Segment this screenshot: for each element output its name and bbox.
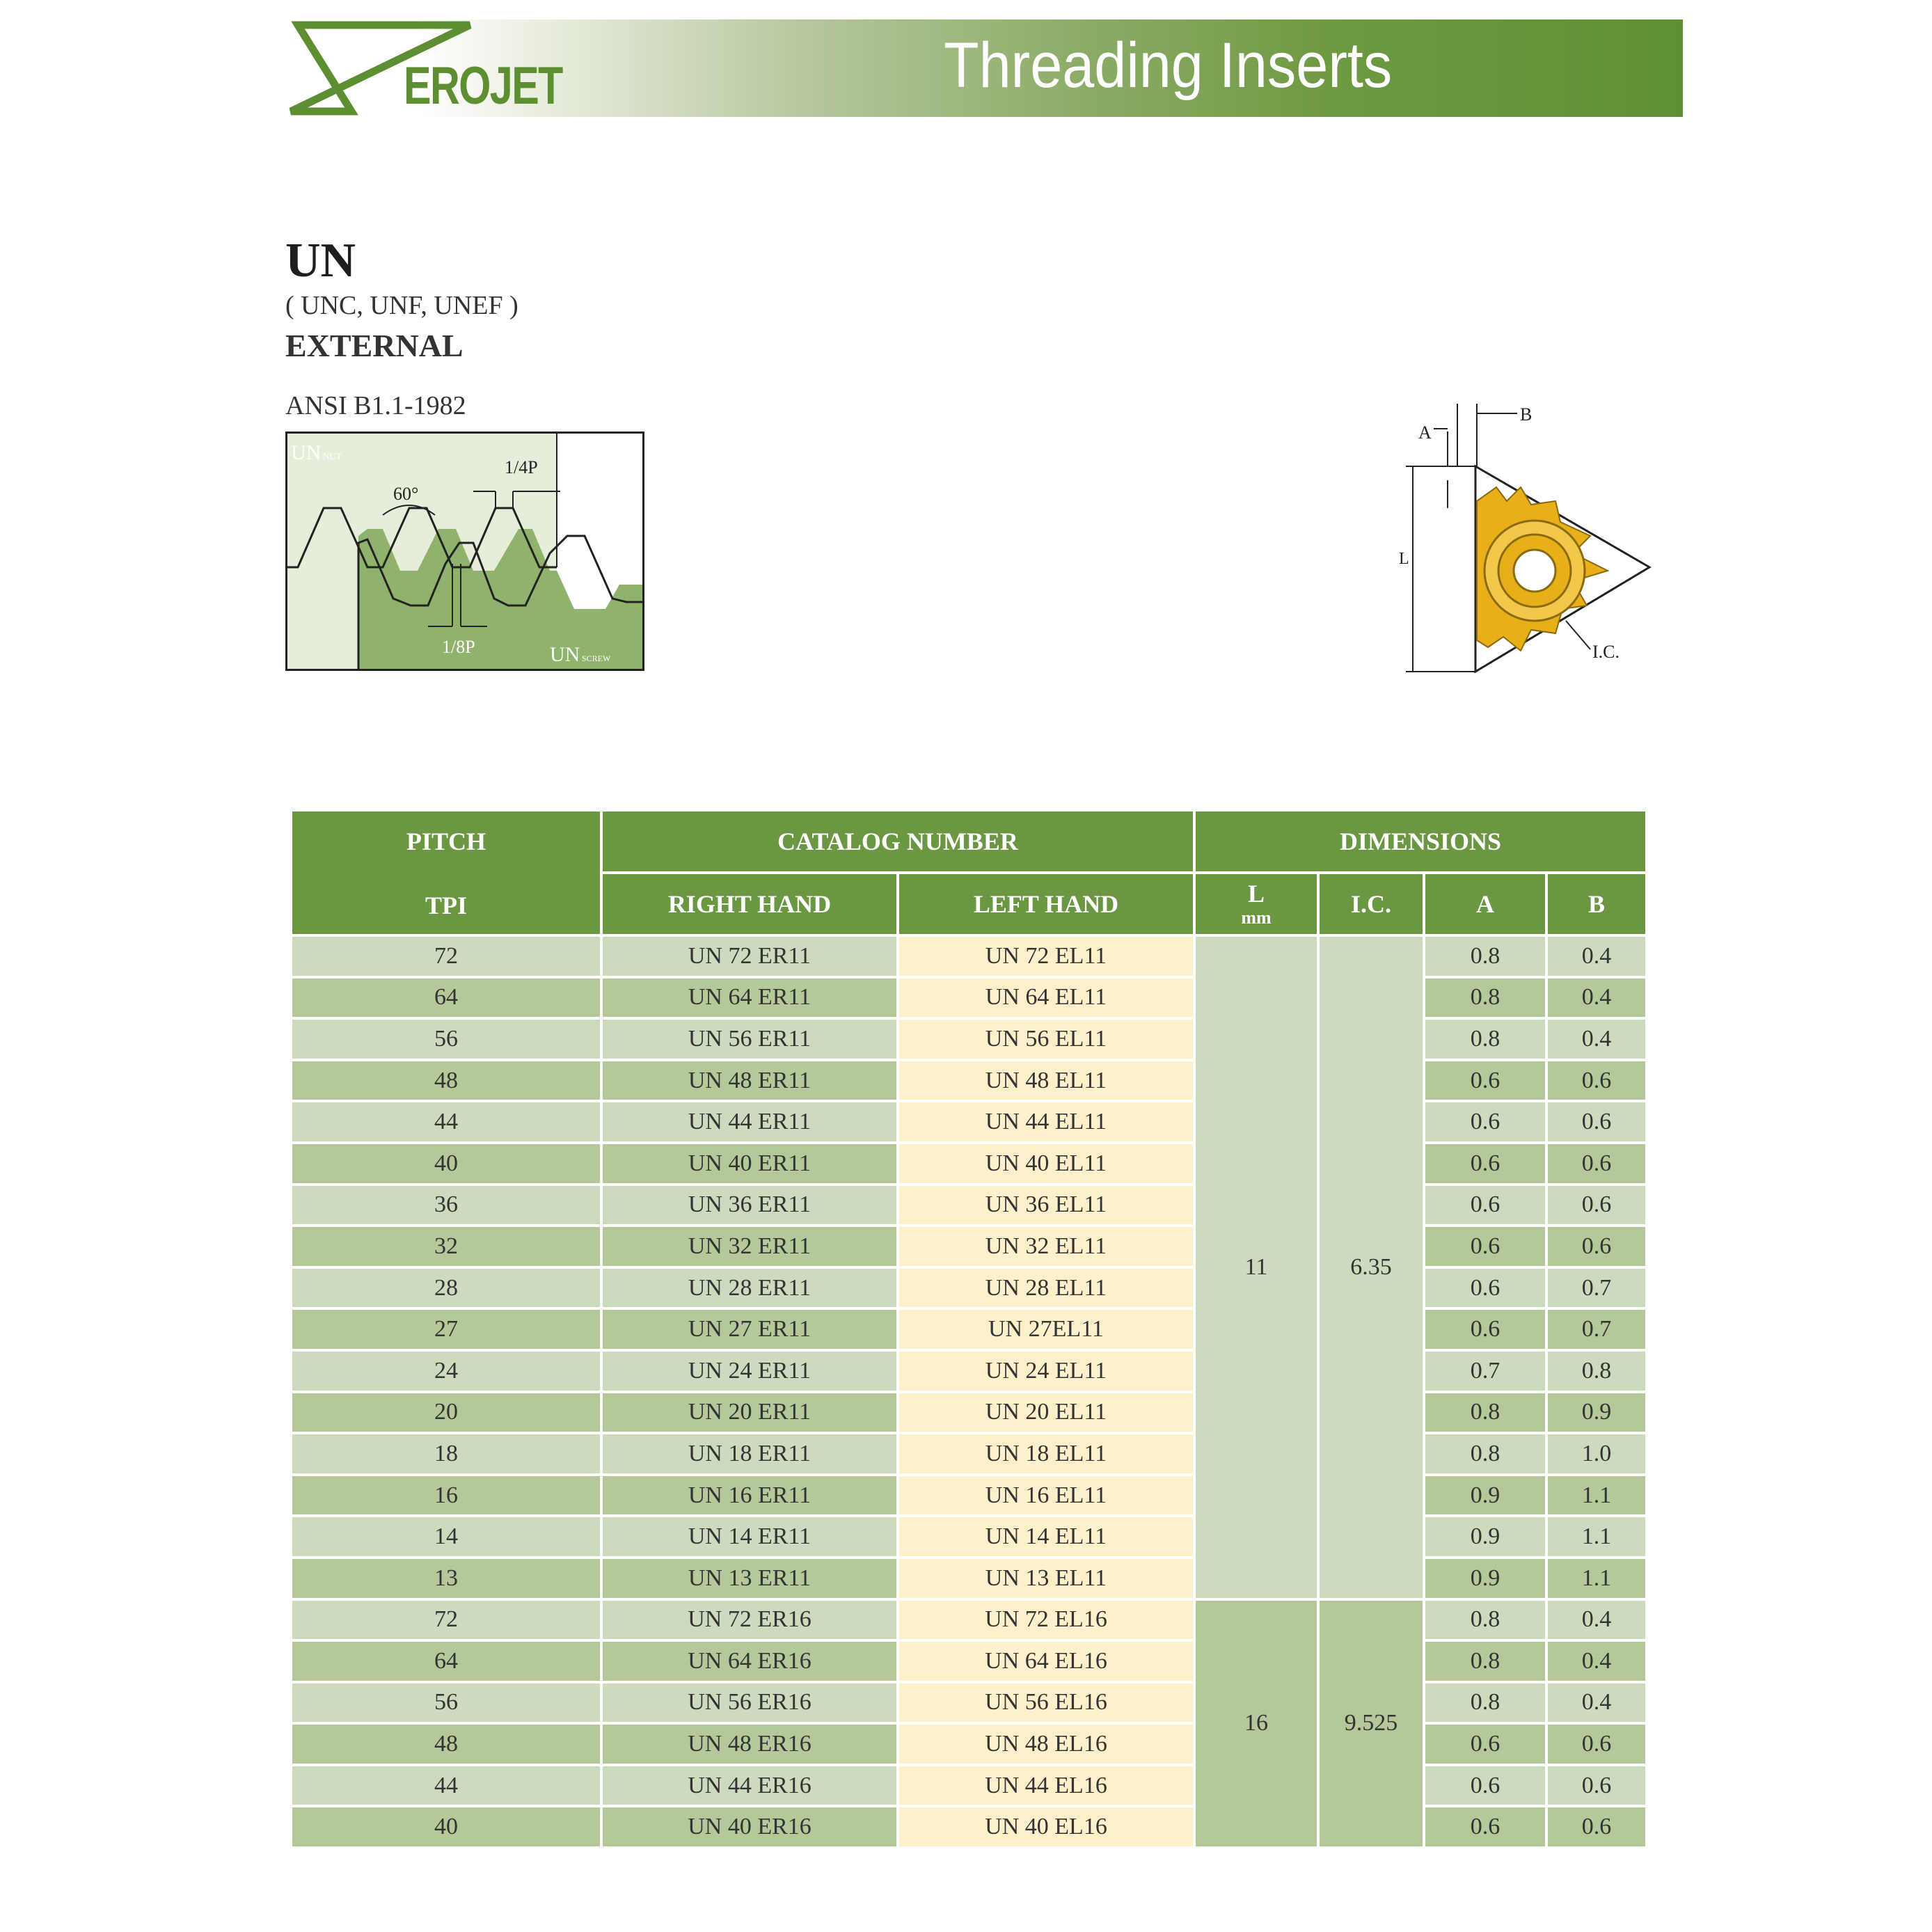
tpi-cell: 16: [291, 1475, 601, 1517]
insert-spec-table: [290, 809, 1648, 1849]
tpi-cell: 64: [291, 1640, 601, 1682]
a-value-cell: 0.6: [1424, 1226, 1546, 1267]
b-value-cell: 1.1: [1546, 1558, 1647, 1599]
table-row: [291, 1101, 1647, 1143]
table-row: [291, 1433, 1647, 1475]
l-header: [1194, 873, 1318, 935]
left-hand-cell: UN 64 EL11: [898, 977, 1194, 1019]
tpi-cell: 18: [291, 1433, 601, 1475]
left-hand-cell: UN 36 EL11: [898, 1185, 1194, 1226]
right-hand-cell: UN 72 ER16: [601, 1599, 898, 1641]
spec-reference: ANSI B1.1-1982: [285, 391, 466, 420]
dim-b-label: B: [1520, 404, 1533, 425]
logo-text: EROJET: [404, 56, 562, 116]
tpi-cell: 56: [291, 1682, 601, 1724]
right-hand-cell: UN 28 ER11: [601, 1267, 898, 1309]
l-header-label: L: [1247, 880, 1265, 908]
b-value-cell: 0.4: [1546, 1599, 1647, 1641]
left-hand-cell: UN 40 EL11: [898, 1143, 1194, 1185]
a-value-cell: 0.6: [1424, 1185, 1546, 1226]
left-hand-cell: UN 28 EL11: [898, 1267, 1194, 1309]
right-hand-cell: UN 44 ER11: [601, 1101, 898, 1143]
b-value-cell: 0.7: [1546, 1267, 1647, 1309]
left-hand-cell: UN 56 EL11: [898, 1018, 1194, 1060]
table-row: [291, 1308, 1647, 1350]
ic-value-cell: 9.525: [1318, 1599, 1424, 1848]
right-hand-cell: UN 56 ER11: [601, 1018, 898, 1060]
b-value-cell: 0.4: [1546, 977, 1647, 1019]
screw-sub-label: SCREW: [582, 654, 611, 663]
b-value-cell: 0.7: [1546, 1308, 1647, 1350]
right-hand-cell: UN 40 ER16: [601, 1806, 898, 1848]
b-value-cell: 1.1: [1546, 1516, 1647, 1558]
right-hand-cell: UN 24 ER11: [601, 1350, 898, 1392]
b-value-cell: 1.0: [1546, 1433, 1647, 1475]
ic-value-cell: 6.35: [1318, 935, 1424, 1599]
a-value-cell: 0.6: [1424, 1308, 1546, 1350]
tpi-cell: 40: [291, 1143, 601, 1185]
tpi-cell: 72: [291, 1599, 601, 1641]
tpi-cell: 48: [291, 1060, 601, 1102]
b-value-cell: 1.1: [1546, 1475, 1647, 1517]
left-hand-cell: UN 32 EL11: [898, 1226, 1194, 1267]
a-value-cell: 0.8: [1424, 1433, 1546, 1475]
nut-label: UN: [291, 441, 322, 464]
left-hand-cell: UN 44 EL11: [898, 1101, 1194, 1143]
a-value-cell: 0.6: [1424, 1143, 1546, 1185]
dim-ic-label: I.C.: [1592, 642, 1620, 662]
right-hand-cell: UN 40 ER11: [601, 1143, 898, 1185]
nut-sub-label: NUT: [323, 451, 342, 461]
table-row: [291, 1640, 1647, 1682]
dim-a-label: A: [1418, 422, 1432, 443]
a-value-cell: 0.8: [1424, 1018, 1546, 1060]
a-value-cell: 0.6: [1424, 1060, 1546, 1102]
dim-l-label: L: [1399, 550, 1409, 568]
right-hand-cell: UN 20 ER11: [601, 1392, 898, 1434]
a-value-cell: 0.9: [1424, 1516, 1546, 1558]
tpi-cell: 13: [291, 1558, 601, 1599]
b-value-cell: 0.4: [1546, 1018, 1647, 1060]
left-hand-cell: UN 72 EL16: [898, 1599, 1194, 1641]
table-row: [291, 1060, 1647, 1102]
right-hand-cell: UN 36 ER11: [601, 1185, 898, 1226]
right-hand-cell: UN 64 ER16: [601, 1640, 898, 1682]
right-hand-cell: UN 44 ER16: [601, 1765, 898, 1807]
page-title: Threading Inserts: [944, 30, 1393, 101]
table-row: [291, 1516, 1647, 1558]
table-row: [291, 1226, 1647, 1267]
right-hand-cell: UN 48 ER11: [601, 1060, 898, 1102]
catalog-header: CATALOG NUMBER: [601, 810, 1194, 873]
tpi-cell: 27: [291, 1308, 601, 1350]
table-row: [291, 1350, 1647, 1392]
table-row: [291, 977, 1647, 1019]
b-value-cell: 0.6: [1546, 1185, 1647, 1226]
right-hand-cell: UN 56 ER16: [601, 1682, 898, 1724]
table-row: [291, 1765, 1647, 1807]
tpi-cell: 72: [291, 935, 601, 977]
left-hand-cell: UN 13 EL11: [898, 1558, 1194, 1599]
b-value-cell: 0.9: [1546, 1392, 1647, 1434]
tpi-cell: 40: [291, 1806, 601, 1848]
right-hand-header: RIGHT HAND: [601, 873, 898, 935]
left-hand-cell: UN 64 EL16: [898, 1640, 1194, 1682]
crest-label: 1/4P: [505, 457, 538, 477]
right-hand-cell: UN 32 ER11: [601, 1226, 898, 1267]
table-row: [291, 1806, 1647, 1848]
dimensions-header: DIMENSIONS: [1194, 810, 1647, 873]
tpi-cell: 48: [291, 1723, 601, 1765]
standard-title: UN: [285, 234, 356, 287]
thread-profile-diagram: [285, 431, 644, 671]
a-value-cell: 0.9: [1424, 1475, 1546, 1517]
standard-variants: ( UNC, UNF, UNEF ): [285, 291, 518, 320]
tpi-cell: 44: [291, 1765, 601, 1807]
left-hand-cell: UN 40 EL16: [898, 1806, 1194, 1848]
table-row: [291, 1185, 1647, 1226]
tpi-cell: 64: [291, 977, 601, 1019]
b-header: B: [1546, 873, 1647, 935]
a-value-cell: 0.7: [1424, 1350, 1546, 1392]
pitch-header: [291, 810, 601, 935]
right-hand-cell: UN 64 ER11: [601, 977, 898, 1019]
tpi-cell: 36: [291, 1185, 601, 1226]
right-hand-cell: UN 14 ER11: [601, 1516, 898, 1558]
pitch-header-label: PITCH: [406, 828, 486, 855]
left-hand-cell: UN 20 EL11: [898, 1392, 1194, 1434]
left-hand-cell: UN 56 EL16: [898, 1682, 1194, 1724]
right-hand-cell: UN 16 ER11: [601, 1475, 898, 1517]
b-value-cell: 0.4: [1546, 1640, 1647, 1682]
right-hand-cell: UN 48 ER16: [601, 1723, 898, 1765]
root-label: 1/8P: [442, 637, 475, 657]
tpi-header-label: TPI: [425, 892, 467, 919]
a-value-cell: 0.6: [1424, 1765, 1546, 1807]
l-unit-label: mm: [1241, 908, 1272, 928]
a-value-cell: 0.6: [1424, 1723, 1546, 1765]
a-header: A: [1424, 873, 1546, 935]
table-row: [291, 1558, 1647, 1599]
table-row: [291, 1392, 1647, 1434]
b-value-cell: 0.8: [1546, 1350, 1647, 1392]
b-value-cell: 0.6: [1546, 1723, 1647, 1765]
l-value-cell: 11: [1194, 935, 1318, 1599]
b-value-cell: 0.6: [1546, 1806, 1647, 1848]
tpi-cell: 56: [291, 1018, 601, 1060]
left-hand-cell: UN 48 EL16: [898, 1723, 1194, 1765]
a-value-cell: 0.8: [1424, 1599, 1546, 1641]
spec-table-body: [291, 935, 1647, 1848]
l-value-cell: 16: [1194, 1599, 1318, 1848]
table-row: [291, 935, 1647, 977]
left-hand-cell: UN 24 EL11: [898, 1350, 1194, 1392]
a-value-cell: 0.9: [1424, 1558, 1546, 1599]
b-value-cell: 0.6: [1546, 1143, 1647, 1185]
b-value-cell: 0.6: [1546, 1765, 1647, 1807]
table-row: [291, 1018, 1647, 1060]
insert-dimension-diagram: [1399, 397, 1663, 675]
a-value-cell: 0.6: [1424, 1101, 1546, 1143]
right-hand-cell: UN 18 ER11: [601, 1433, 898, 1475]
table-row: [291, 1267, 1647, 1309]
right-hand-cell: UN 27 ER11: [601, 1308, 898, 1350]
left-hand-cell: UN 16 EL11: [898, 1475, 1194, 1517]
tpi-cell: 20: [291, 1392, 601, 1434]
a-value-cell: 0.6: [1424, 1267, 1546, 1309]
table-row: [291, 1682, 1647, 1724]
left-hand-cell: UN 14 EL11: [898, 1516, 1194, 1558]
tpi-cell: 32: [291, 1226, 601, 1267]
left-hand-cell: UN 18 EL11: [898, 1433, 1194, 1475]
right-hand-cell: UN 72 ER11: [601, 935, 898, 977]
angle-label: 60°: [393, 484, 419, 504]
left-hand-cell: UN 48 EL11: [898, 1060, 1194, 1102]
tpi-cell: 44: [291, 1101, 601, 1143]
left-hand-cell: UN 44 EL16: [898, 1765, 1194, 1807]
b-value-cell: 0.4: [1546, 1682, 1647, 1724]
a-value-cell: 0.8: [1424, 1392, 1546, 1434]
tpi-cell: 28: [291, 1267, 601, 1309]
a-value-cell: 0.8: [1424, 935, 1546, 977]
ic-header: I.C.: [1318, 873, 1424, 935]
b-value-cell: 0.6: [1546, 1101, 1647, 1143]
left-hand-cell: UN 27EL11: [898, 1308, 1194, 1350]
b-value-cell: 0.6: [1546, 1060, 1647, 1102]
left-hand-cell: UN 72 EL11: [898, 935, 1194, 977]
b-value-cell: 0.6: [1546, 1226, 1647, 1267]
thread-type: EXTERNAL: [285, 328, 464, 363]
screw-label: UN: [550, 643, 580, 666]
tpi-cell: 24: [291, 1350, 601, 1392]
a-value-cell: 0.8: [1424, 1682, 1546, 1724]
left-hand-header: LEFT HAND: [898, 873, 1194, 935]
b-value-cell: 0.4: [1546, 935, 1647, 977]
a-value-cell: 0.8: [1424, 977, 1546, 1019]
table-row: [291, 1143, 1647, 1185]
table-row: [291, 1475, 1647, 1517]
a-value-cell: 0.8: [1424, 1640, 1546, 1682]
table-row: [291, 1599, 1647, 1641]
right-hand-cell: UN 13 ER11: [601, 1558, 898, 1599]
tpi-cell: 14: [291, 1516, 601, 1558]
table-row: [291, 1723, 1647, 1765]
a-value-cell: 0.6: [1424, 1806, 1546, 1848]
